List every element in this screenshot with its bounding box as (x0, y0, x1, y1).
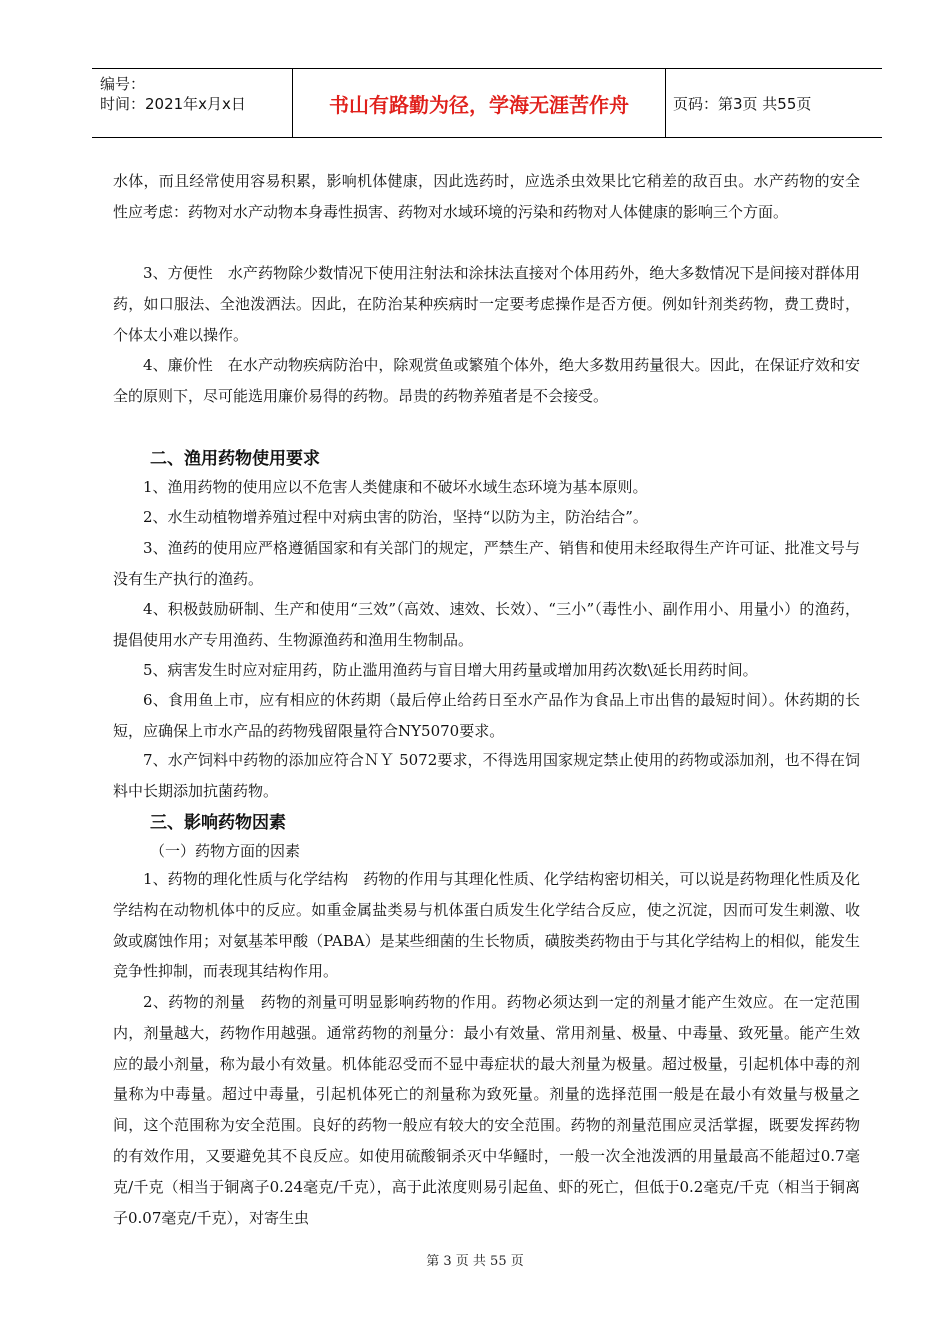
paragraph: 2、药物的剂量 药物的剂量可明显影响药物的作用。药物必须达到一定的剂量才能产生效应。在一定范围内，剂量越大，药物作用越强。通常药物的剂量分：最小有效量、常用剂量、极量、中毒量、致死量。能产生效应的最小剂量，称为最小有效量。机体能忍受而不显中毒症状的最大剂量为极量。超过极量，引起机体中毒的剂量称为中毒量。超过中毒量，引起机体死亡的剂量称为致死量。剂量的选择范围一般是在最小有效量与极量之间，这个范围称为安全范围。良好的药物一般应有较大的安全范围。药物的剂量范围应灵活掌握，既要发挥药物的有效作用，又要避免其不良反应。如使用硫酸铜杀灭中华鳋时，一般一次全池泼洒的用量最高不能超过0.7毫克/千克（相当于铜离子0.24毫克/千克），高于此浓度则易引起鱼、虾的死亡，但低于0.2毫克/千克（相当于铜离子0.07毫克/千克），对寄生虫 (113, 993, 860, 1227)
paragraph: 3、渔药的使用应严格遵循国家和有关部门的规定，严禁生产、销售和使用未经取得生产许可证、批准文号与没有生产执行的渔药。 (113, 539, 860, 588)
paragraph: 4、积极鼓励研制、生产和使用“三效”（高效、速效、长效）、“三小”（毒性小、副作用小、用量小）的渔药，提倡使用水产专用渔药、生物源渔药和渔用生物制品。 (113, 600, 860, 649)
paragraph: 1、渔用药物的使用应以不危害人类健康和不破坏水域生态环境为基本原则。 (143, 478, 648, 496)
section-heading: 三、影响药物因素 (150, 813, 286, 833)
page-footer: 第 3 页 共 55 页 (426, 1254, 524, 1269)
subsection-heading: （一）药物方面的因素 (150, 842, 301, 860)
page-label: 页码：第3页 共55页 (673, 94, 812, 113)
paragraph: 3、方便性 水产药物除少数情况下使用注射法和涂抹法直接对个体用药外，绝大多数情况下是间接对群体用药，如口服法、全池泼洒法。因此，在防治某种疾病时一定要考虑操作是否方便。例如针剂类药物，费工费时，个体太小难以操作。 (113, 264, 860, 344)
paragraph: 1、药物的理化性质与化学结构 药物的作用与其理化性质、化学结构密切相关，可以说是药物理化性质及化学结构在动物机体中的反应。如重金属盐类易与机体蛋白质发生化学结合反应，使之沉淀，因而可发生刺激、收敛或腐蚀作用；对氨基苯甲酸（PABA）是某些细菌的生长物质，磺胺类药物由于与其化学结构上的相似，能发生竞争性抑制，而表现其结构作用。 (113, 870, 860, 981)
paragraph: 7、水产饲料中药物的添加应符合ＮＹ 5072要求，不得选用国家规定禁止使用的药物或添加剂，也不得在饲料中长期添加抗菌药物。 (113, 751, 860, 800)
time-label: 时间：2021年x月x日 (100, 95, 246, 113)
paragraph: 5、病害发生时应对症用药，防止滥用渔药与盲目增大用药量或增加用药次数\延长用药时间。 (143, 661, 758, 679)
paragraph: 4、廉价性 在水产动物疾病防治中，除观赏鱼或繁殖个体外，绝大多数用药量很大。因此，在保证疗效和安全的原则下，尽可能选用廉价易得的药物。昂贵的药物养殖者是不会接受。 (113, 356, 860, 405)
section-heading: 二、渔用药物使用要求 (150, 449, 320, 469)
header-meta (92, 69, 292, 137)
paragraph: 2、水生动植物增养殖过程中对病虫害的防治，坚持“以防为主，防治结合”。 (143, 508, 648, 526)
paragraph: 6、食用鱼上市，应有相应的休药期（最后停止给药日至水产品作为食品上市出售的最短时间）。休药期的长短，应确保上市水产品的药物残留限量符合NY5070要求。 (113, 691, 860, 740)
motto: 书山有路勤为径，学海无涯苦作舟 (292, 69, 666, 137)
paragraph: 水体，而且经常使用容易积累，影响机体健康，因此选药时，应选杀虫效果比它稍差的敌百虫。水产药物的安全性应考虑：药物对水产动物本身毒性损害、药物对水域环境的污染和药物对人体健康的影响三个方面。 (113, 172, 860, 221)
page-header (92, 68, 882, 138)
code-label: 编号： (100, 75, 146, 93)
